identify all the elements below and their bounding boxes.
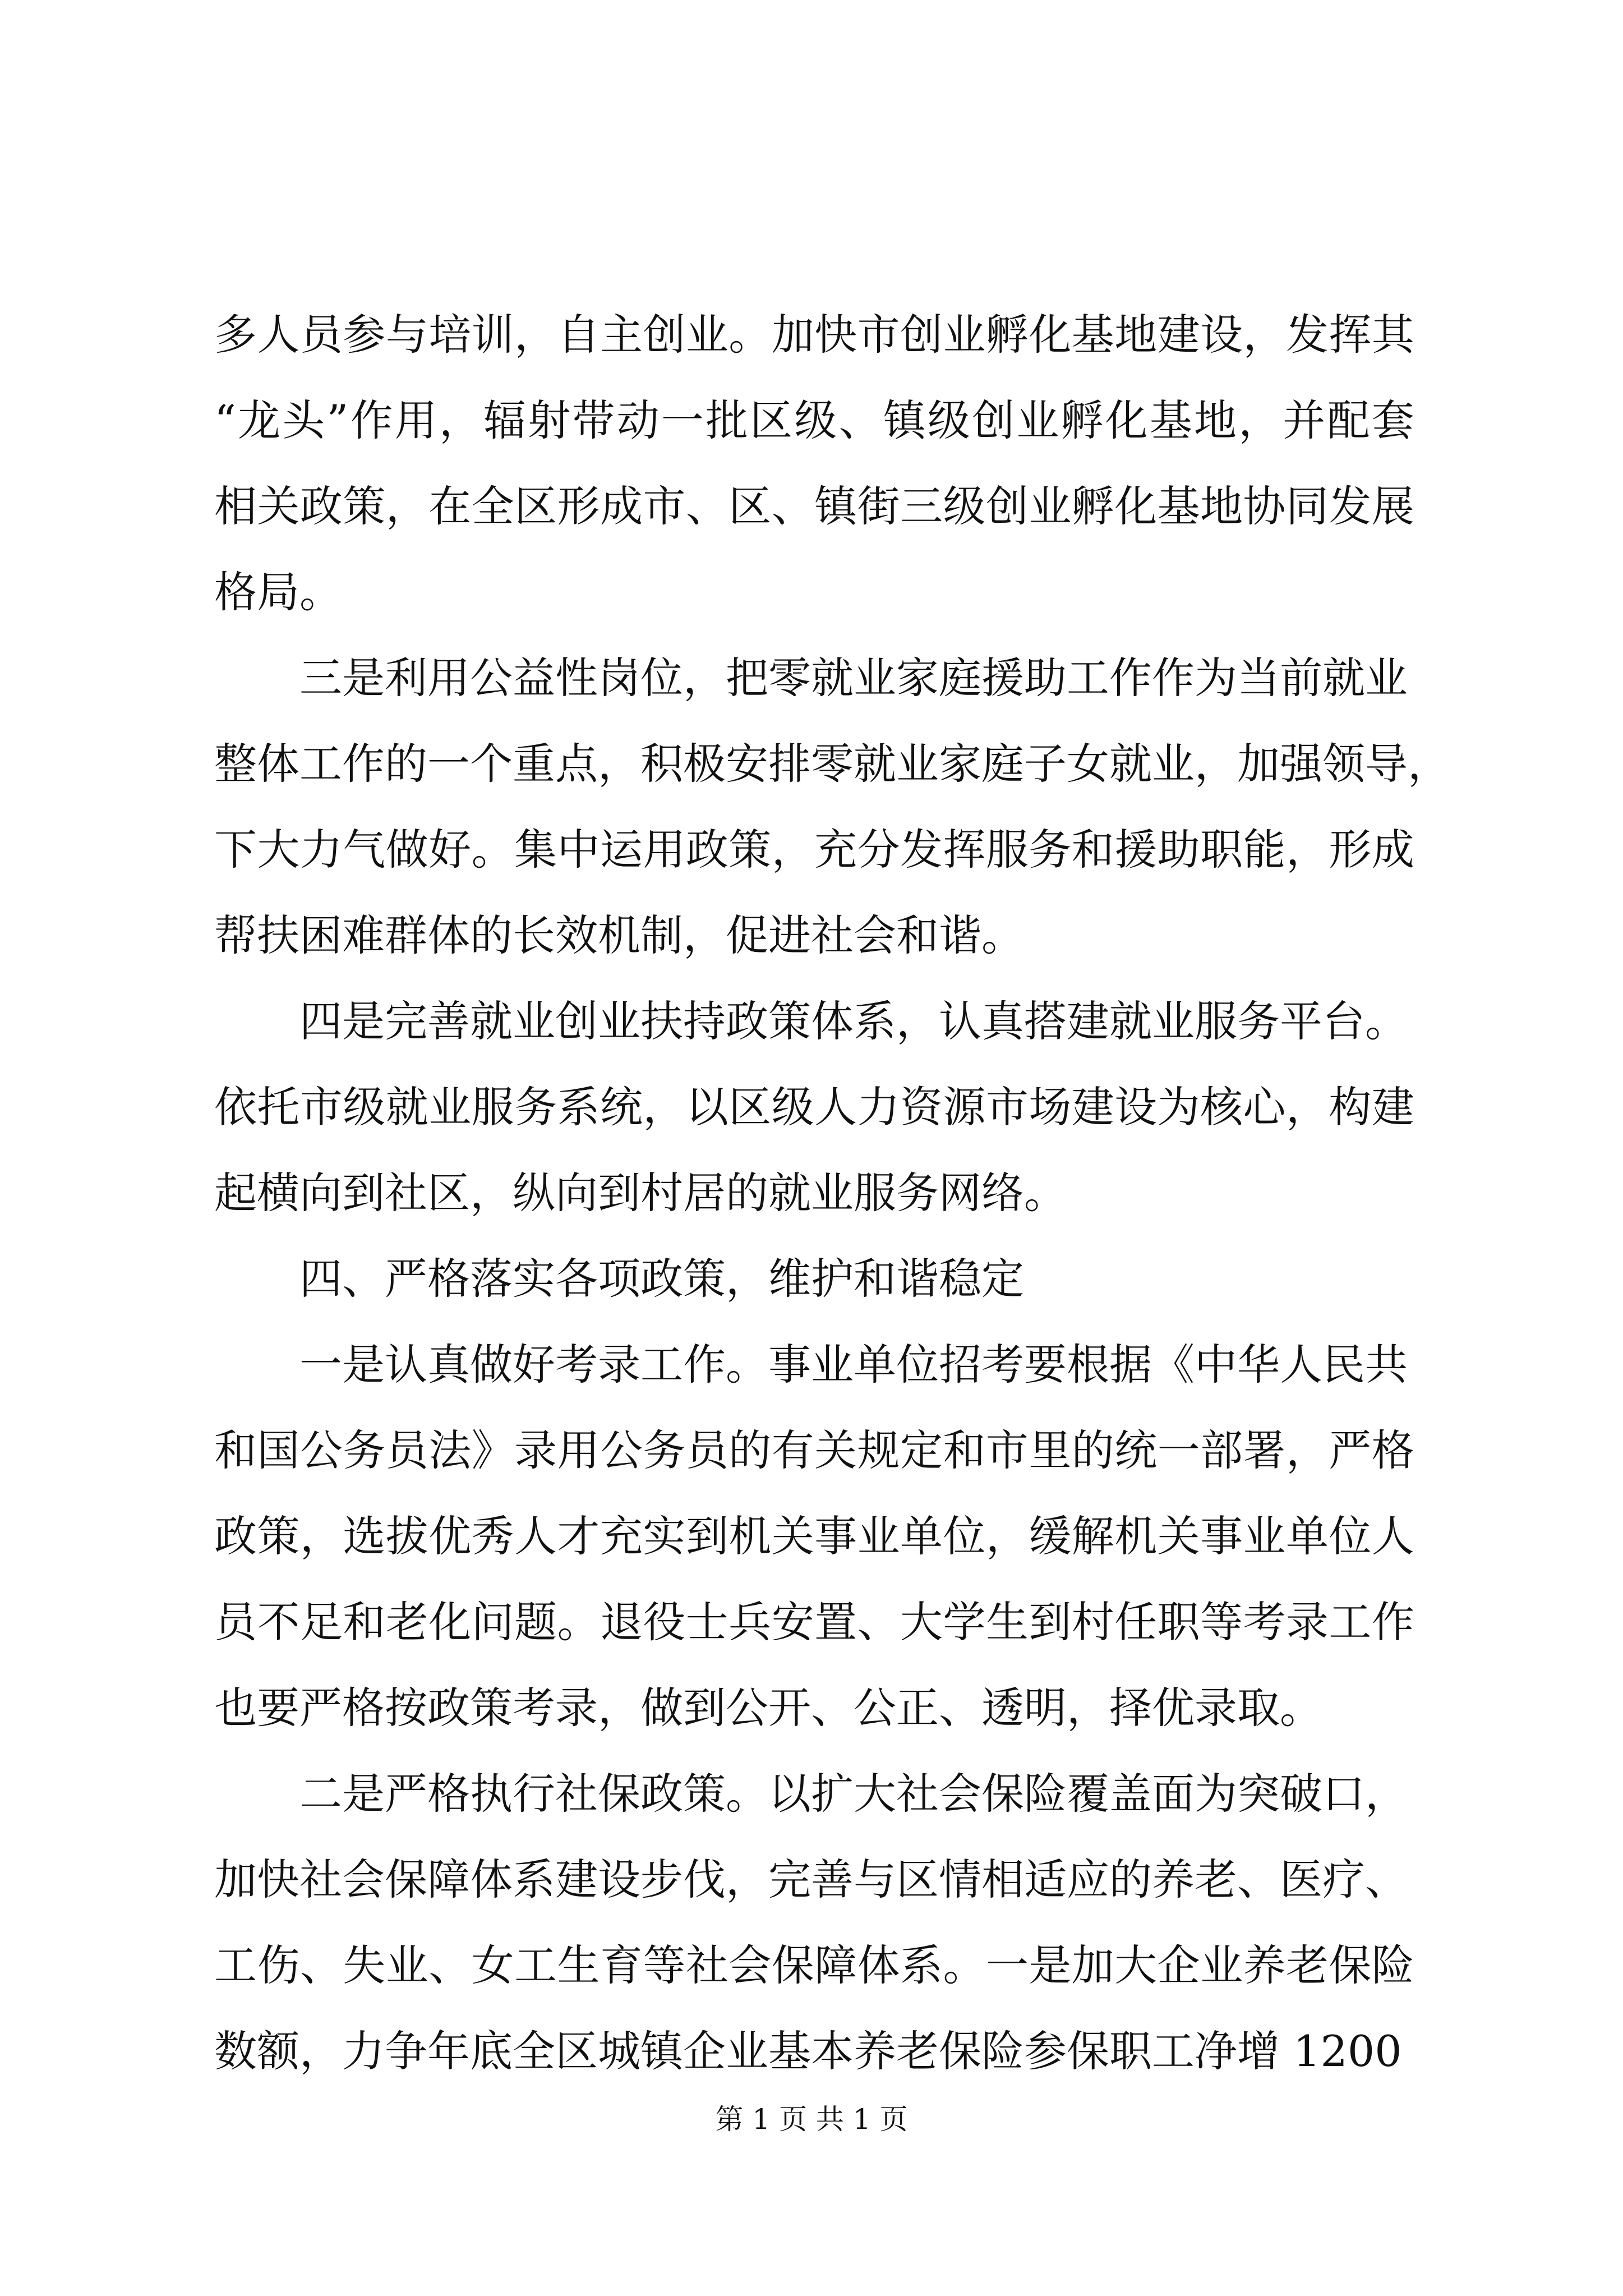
text-line: 格局。 xyxy=(214,567,342,617)
paragraph-first-line: 四是完善就业创业扶持政策体系，认真搭建就业服务平台。 xyxy=(299,996,1408,1046)
body-text xyxy=(214,292,1450,2094)
text-line: 帮扶困难群体的长效机制，促进社会和谐。 xyxy=(214,910,1024,960)
paragraph-first-line: 二是严格执行社保政策。以扩大社会保险覆盖面为突破口， xyxy=(299,1769,1408,1819)
paragraph-first-line: 一是认真做好考录工作。事业单位招考要根据《中华人民共 xyxy=(299,1340,1408,1389)
text-line: 多 人 员 参 与 培 训 ， 自 主 创 业 。 加 快 市 创 业 孵 化 基 地 建 设 ， 发 挥 其 xyxy=(214,310,1414,360)
text-line: 相 关 政 策 ， 在 全 区 形 成 市 、 区 、 镇 街 三 级 创 业 孵 化 基 地 协 同 发 展 xyxy=(214,481,1414,531)
text-line: 下 大 力 气 做 好 。 集 中 运 用 政 策 ， 充 分 发 挥 服 务 和 援 助 职 能 ， 形 成 xyxy=(214,825,1414,875)
text-line: 依 托 市 级 就 业 服 务 系 统 ， 以 区 级 人 力 资 源 市 场 建 设 为 核 心 ， 构 建 xyxy=(214,1082,1414,1132)
text-line: 也要严格按政策考录，做到公开、公正、透明，择优录取。 xyxy=(214,1683,1322,1733)
text-line: 工 伤 、 失 业 、 女 工 生 育 等 社 会 保 障 体 系 。 一 是 加 大 企 业 养 老 保 险 xyxy=(214,1940,1414,1990)
text-line: 加快社会保障体系建设步伐，完善与区情相适应的养老、医疗、 xyxy=(214,1855,1408,1904)
text-line: 政 策 ， 选 拔 优 秀 人 才 充 实 到 机 关 事 业 单 位 ， 缓 解 机 关 事 业 单 位 人 xyxy=(214,1511,1414,1561)
text-line: 起横向到社区，纵向到村居的就业服务网络。 xyxy=(214,1168,1067,1218)
paragraph-first-line: 三是利用公益性岗位，把零就业家庭援助工作作为当前就业 xyxy=(299,653,1408,703)
text-line: 和 国 公 务 员 法 》 录 用 公 务 员 的 有 关 规 定 和 市 里 的 统 一 部 署 ， 严 格 xyxy=(214,1425,1414,1475)
text-line: 数额，力争年底全区城镇企业基本养老保险参保职工净增 1200 xyxy=(214,2026,1402,2076)
text-line: 员 不 足 和 老 化 问 题 。 退 役 士 兵 安 置 、 大 学 生 到 村 任 职 等 考 录 工 作 xyxy=(214,1597,1414,1647)
text-line: “ 龙 头 ” 作 用 ， 辐 射 带 动 一 批 区 级 、 镇 级 创 业 孵 化 基 地 ， 并 配 套 xyxy=(214,395,1414,445)
page-number-footer: 第 1 页 共 1 页 xyxy=(715,2103,908,2136)
text-line: 整体工作的一个重点，积极安排零就业家庭子女就业，加强领导， xyxy=(214,739,1450,789)
section-heading: 四、严格落实各项政策，维护和谐稳定 xyxy=(299,1254,1024,1304)
